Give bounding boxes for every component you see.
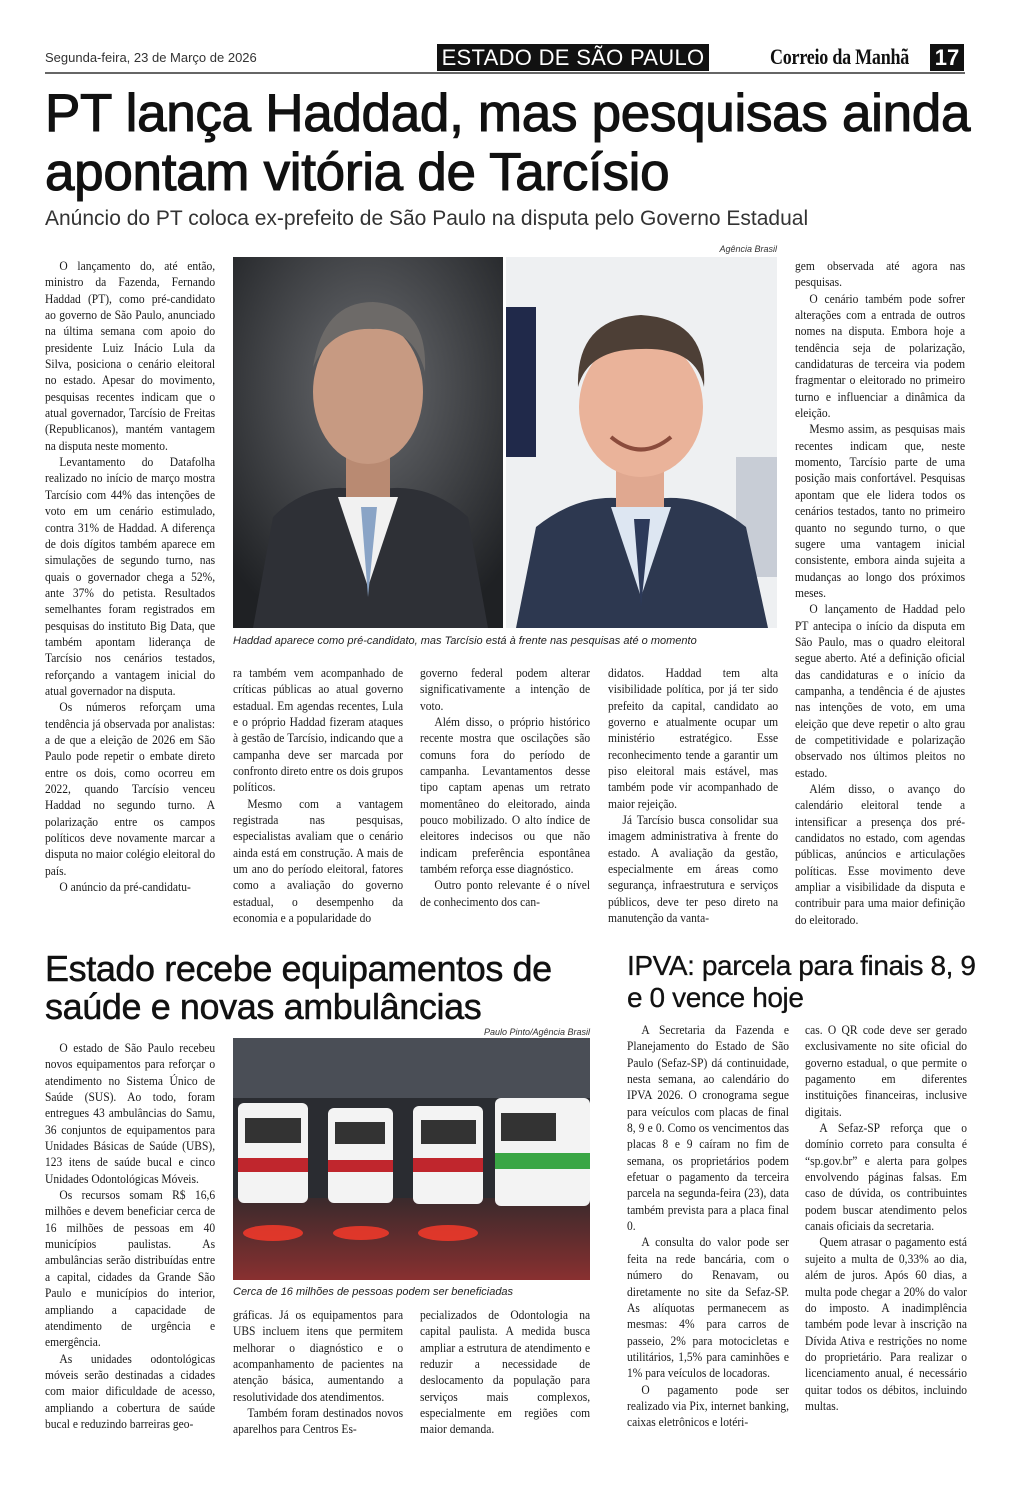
tarcisio-photo <box>506 257 777 628</box>
article-paragraph: O anúncio da pré-candidatu- <box>59 880 191 895</box>
article-paragraph: didatos. Haddad tem alta visibilidade política, por já ter sido prefeito da capital, candidato ao governo e atualmente ocupar um ministério estratégico. Esse reconhecimento tende a garantir um piso eleitoral mais estável, mas também pode vir acompanhado de maior rejeição. <box>608 666 779 811</box>
issue-date: Segunda-feira, 23 de Março de 2026 <box>45 50 257 65</box>
article-paragraph: Já Tarcísio busca consolidar sua imagem administrativa à frente do estado. A avaliação da gestão, especialmente em áreas como segurança, infraestrutura e serviços públicos, deve ter peso direto na manutenção da vanta- <box>608 813 779 926</box>
article-paragraph: O lançamento de Haddad pelo PT antecipa o início da disputa em São Paulo, mas o quadro eleitoral segue aberto. Até a definição oficial das candidaturas e o início da campanha, a tendência é de ajustes nas intenções de voto, em uma eleição que deve repetir o alto grau de competitividade e polarização observado nos últimos pleitos no estado. <box>795 602 966 780</box>
article-paragraph: ra também vem acompanhado de críticas públicas ao atual governo estadual. Em agendas recentes, Lula e o próprio Haddad fizeram ataques à gestão de Tarcísio, indicando que a campanha deve ser marcada por confronto direto entre os dois grupos políticos. <box>233 666 404 795</box>
article-paragraph: Levantamento do Datafolha realizado no início de março mostra Tarcísio com 44% das intenções de voto em um cenário estimulado, contra 31% de Haddad. A diferença de dois dígitos também aparece em simulações de segundo turno, nas quais o governador chega a 52%, ante 37% do petista. Resultados semelhantes foram registrados em pesquisas do instituto Big Data, que também apontam liderança de Tarcísio nos cenários testados, reforçando a vantagem inicial do atual governador na disputa. <box>45 455 216 698</box>
article-paragraph: Além disso, o próprio histórico recente mostra que oscilações são comuns fora do período de campanha. Levantamentos desse tipo captam apenas um retrato momentâneo do eleitorado, ainda pouco mobilizado. O alto índice de eleitores indecisos ou que não indicam preferência espontânea também reforça esse diagnóstico. <box>420 715 591 877</box>
ambulances-photo <box>233 1038 590 1280</box>
article-column <box>627 1022 789 1431</box>
photo-caption: Haddad aparece como pré-candidato, mas Tarcísio está à frente nas pesquisas até o momento <box>233 635 697 647</box>
health-headline: Estado recebe equipamentos de saúde e novas ambulâncias <box>45 948 552 1027</box>
article-column <box>795 258 965 928</box>
article-column <box>233 1307 403 1438</box>
article-paragraph: gráficas. Já os equipamentos para UBS incluem itens que permitem melhorar o diagnóstico e o acompanhamento de pacientes na atenção básica, aumentando a resolutividade dos atendimentos. <box>233 1308 404 1404</box>
newspaper-logo: Correio da Manhã <box>770 44 910 69</box>
article-paragraph: Os recursos somam R$ 16,6 milhões e devem beneficiar cerca de 16 milhões de pessoas em 40 municípios paulistas. As ambulâncias serão distribuídas entre a capital, cidades da Grande São Paulo e municípios do interior, ampliando a capacidade de atendimento de urgência e emergência. <box>45 1188 216 1350</box>
page-number: 17 <box>930 44 964 71</box>
header-divider <box>45 72 965 74</box>
article-column <box>805 1022 967 1414</box>
main-headline: PT lança Haddad, mas pesquisas ainda apontam vitória de Tarcísio <box>45 84 971 202</box>
article-paragraph: A Sefaz-SP reforça que o domínio correto para consulta é “sp.gov.br” e alerta para golpes envolvendo páginas falsas. Em caso de dúvida, os contribuintes podem buscar atendimento pelos canais oficiais da secretaria. <box>805 1121 967 1234</box>
photo-caption: Cerca de 16 milhões de pessoas podem ser beneficiadas <box>233 1286 514 1298</box>
article-paragraph: A consulta do valor pode ser feita na rede bancária, com o número do Renavam, ou diretamente no site da Sefaz-SP. As alíquotas permanecem as mesmas: 4% para carros de passeio, 2% para motocicletas e utilitários, 1,5% para caminhões e 1% para veículos de locadoras. <box>627 1235 789 1381</box>
section-label: ESTADO DE SÃO PAULO <box>437 44 709 71</box>
ipva-headline: IPVA: parcela para finais 8, 9 e 0 vence hoje <box>627 950 976 1013</box>
article-paragraph: pecializados de Odontologia na capital paulista. A medida busca ampliar a estrutura de atendimento e reduzir a necessidade de deslocamento da população para serviços mais complexos, especialmente em regiões com maior demanda. <box>420 1308 591 1437</box>
article-paragraph: Mesmo com a vantagem registrada nas pesquisas, especialistas avaliam que o cenário ainda está em construção. A mais de um ano do período eleitoral, fatores como a avaliação do governo estadual, o desempenho da economia e a popularidade do <box>233 796 404 926</box>
article-column <box>233 665 403 927</box>
article-paragraph: As unidades odontológicas móveis serão destinadas a cidades com maior dificuldade de acesso, ampliando a cobertura de saúde bucal e reduzindo barreiras geo- <box>45 1351 216 1431</box>
article-paragraph: O lançamento do, até então, ministro da Fazenda, Fernando Haddad (PT), como pré-candidato ao governo de São Paulo, anunciado na última semana com apoio do presidente Luiz Inácio Lula da Silva, posiciona o cenário eleitoral no estado. Apesar do movimento, pesquisas recentes indicam que o atual governador, Tarcísio de Freitas (Republicanos), mantém vantagem na disputa neste momento. <box>45 259 216 453</box>
article-paragraph: Também foram destinados novos aparelhos para Centros Es- <box>233 1406 404 1437</box>
photo-credit: Agência Brasil <box>719 244 777 254</box>
article-paragraph: O estado de São Paulo recebeu novos equipamentos para reforçar o atendimento no Sistema Único de Saúde (SUS). Ao todo, foram entregues 43 ambulâncias do Samu, 36 conjuntos de equipamentos para Unidades Básicas de Saúde (UBS), 123 itens de saúde bucal e cinco Unidades Odontológicas Móveis. <box>45 1041 216 1186</box>
article-paragraph: Além disso, o avanço do calendário eleitoral tende a intensificar a presença dos pré-candidatos no estado, com agendas públicas, anúncios e articulações políticas. Esse movimento deve ampliar a visibilidade da disputa e contribuir para uma maior definição do eleitorado. <box>795 782 966 927</box>
article-paragraph: gem observada até agora nas pesquisas. <box>795 259 966 290</box>
article-paragraph: A Secretaria da Fazenda e Planejamento do Estado de São Paulo (Sefaz-SP) dá continuidade, nesta semana, ao calendário do IPVA 2026. O cronograma segue para veículos com placas de final 8, 9 e 0. Como os vencimentos das placas 8 e 9 caíram no fim de semana, os proprietários podem efetuar o pagamento da terceira parcela na segunda-feira (23), data também prevista para a placa final 0. <box>627 1023 789 1234</box>
article-column <box>45 258 215 895</box>
article-column <box>608 665 778 927</box>
article-paragraph: Mesmo assim, as pesquisas mais recentes indicam que, neste momento, Tarcísio parte de uma posição mais confortável. Pesquisas apontam que ele lidera todos os cenários testados, tanto no primeiro quanto no segundo turno, o que sugere uma vantagem inicial consistente, embora ainda sujeita a mudanças ao longo dos próximos meses. <box>795 422 966 600</box>
article-paragraph: Outro ponto relevante é o nível de conhecimento dos can- <box>420 878 591 909</box>
article-paragraph: cas. O QR code deve ser gerado exclusivamente no site oficial do governo estadual, o que permite o pagamento em diferentes instituições financeiras, inclusive digitais. <box>805 1023 967 1119</box>
photo-credit: Paulo Pinto/Agência Brasil <box>483 1027 590 1037</box>
article-paragraph: Os números reforçam uma tendência já observada por analistas: a de que a eleição de 2026 em São Paulo pode repetir o embate direto entre os dois, como ocorreu em 2022, quando Tarcísio venceu Haddad no segundo turno. A polarização entre os campos políticos deve novamente marcar a disputa no maior colégio eleitoral do país. <box>45 700 216 878</box>
article-paragraph: Quem atrasar o pagamento está sujeito a multa de 0,33% ao dia, além de juros. Após 60 dias, a multa pode chegar a 20% do valor do imposto. A inadimplência também pode levar à inscrição na Dívida Ativa e restrições no nome do proprietário. Para realizar o licenciamento anual, é necessário quitar todos os débitos, incluindo multas. <box>805 1235 967 1413</box>
article-paragraph: governo federal podem alterar significativamente a intenção de voto. <box>420 666 591 713</box>
article-paragraph: O cenário também pode sofrer alterações com a entrada de outros nomes na disputa. Embora hoje a tendência seja de polarização, candidaturas de terceira via podem fragmentar o eleitorado no primeiro turno e influenciar a dinâmica da eleição. <box>795 291 966 421</box>
article-column <box>420 1307 590 1438</box>
article-paragraph: O pagamento pode ser realizado via Pix, internet banking, caixas eletrônicos e lotéri- <box>627 1382 789 1430</box>
article-column <box>420 665 590 910</box>
article-column <box>45 1040 215 1432</box>
main-subtitle: Anúncio do PT coloca ex-prefeito de São Paulo na disputa pelo Governo Estadual <box>45 207 809 230</box>
haddad-photo <box>233 257 503 628</box>
